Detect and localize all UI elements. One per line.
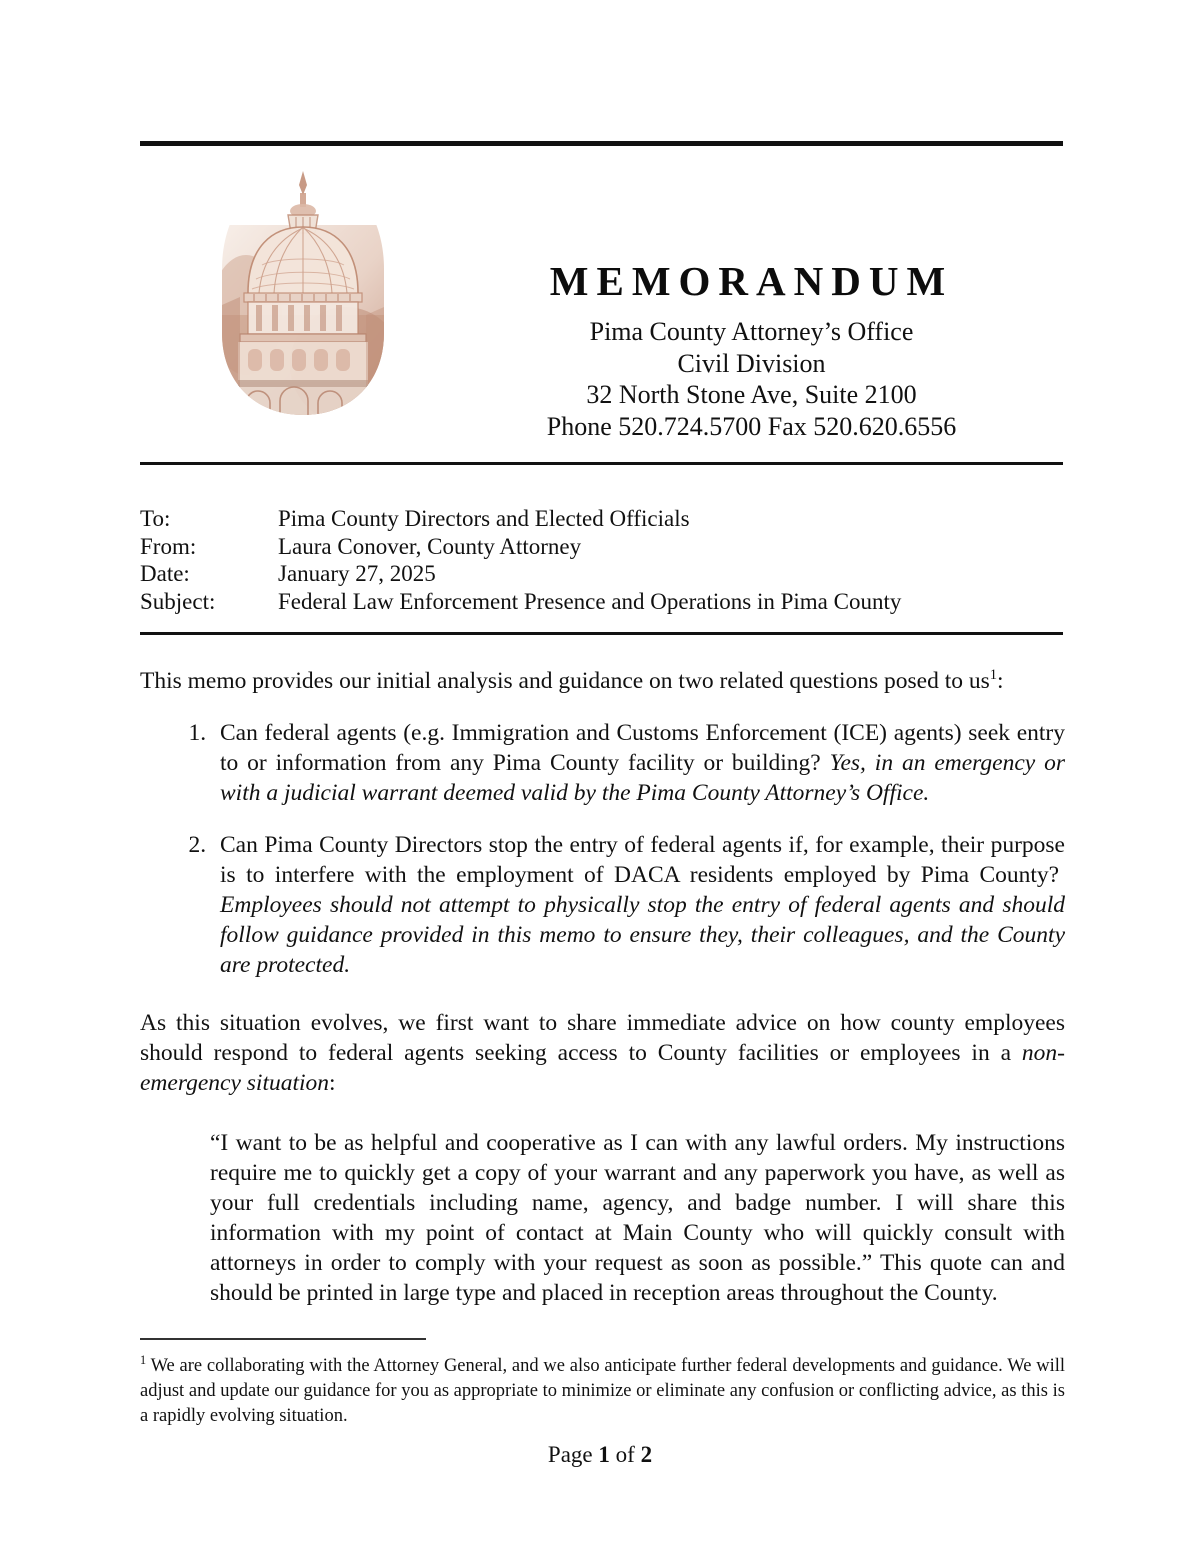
field-label-date: Date: (140, 561, 190, 586)
page-title: MEMORANDUM (549, 258, 954, 304)
field-row-from (140, 533, 1063, 561)
question-1-text: Can federal agents (e.g. Immigration and Customs Enforcement (ICE) agents) seek entry to or information from any Pima County facility or building? (220, 720, 1065, 776)
field-value-to: Pima County Directors and Elected Officials (278, 506, 690, 531)
page-footer-prefix: Page (547, 1442, 599, 1467)
header-rule-top (140, 141, 1063, 146)
footnote-1 (140, 1354, 1065, 1429)
field-value-subject: Federal Law Enforcement Presence and Operations in Pima County (278, 588, 902, 614)
page-number-total: 2 (640, 1442, 653, 1467)
county-courthouse-seal-icon (218, 165, 388, 417)
footnote-separator (140, 1338, 426, 1340)
field-label-to: To: (140, 506, 171, 531)
question-1-answer: Yes, in an emergency or with a judicial warrant deemed valid by the Pima County Attorney’s Office. (220, 750, 1065, 806)
field-label-subject: Subject: (140, 588, 216, 614)
intro-paragraph (140, 666, 1065, 696)
evolves-italic-phrase: non-emergency situation (140, 1040, 1065, 1096)
footnote-body-text: We are collaborating with the Attorney General, and we also anticipate further federal developments and guidance. We will adjust and update our guidance for you as appropriate to minimize or eliminate any confusion or conflicting advice, as this is a rapidly evolving situation. (140, 1356, 1065, 1426)
page-number-current: 1 (598, 1442, 610, 1467)
memo-body (140, 666, 1065, 1308)
field-row-subject (140, 588, 1063, 616)
page-footer-middle: of (609, 1442, 641, 1467)
field-row-date (140, 560, 1063, 588)
letterhead (140, 155, 1063, 450)
letterhead-text (440, 155, 1063, 442)
field-value-date: January 27, 2025 (278, 561, 436, 586)
evolves-text-part1: As this situation evolves, we first want to share immediate advice on how county employees should respond to federal agents seeking access to County facilities or employees in a (140, 1010, 1065, 1066)
question-2-answer: Employees should not attempt to physically stop the entry of federal agents and should follow guidance provided in this memo to ensure they, their colleagues, and the County are protected. (220, 892, 1065, 978)
header-rule-bottom (140, 632, 1063, 635)
field-value-from: Laura Conover, County Attorney (278, 533, 582, 559)
intro-text-after: : (997, 668, 1004, 694)
header-rule-middle (140, 462, 1063, 465)
footnote-number: 1 (140, 1352, 147, 1367)
intro-text-before: This memo provides our initial analysis and guidance on two related questions posed to us (140, 668, 990, 694)
page-footer (0, 1442, 1200, 1468)
questions-list (140, 718, 1065, 980)
footnote-area (140, 1338, 1065, 1429)
footnote-reference-marker: 1 (989, 667, 998, 684)
list-item (212, 830, 1065, 980)
memo-fields (140, 505, 1063, 615)
org-line-address: 32 North Stone Ave, Suite 2100 (586, 380, 917, 410)
evolves-paragraph (140, 1008, 1065, 1098)
org-line-phone: Phone 520.724.5700 Fax 520.620.6556 (546, 411, 957, 441)
org-line-office: Pima County Attorney’s Office (589, 317, 914, 347)
suggested-script-quote: “I want to be as helpful and cooperative as I can with any lawful orders. My instructions require me to quickly get a copy of your warrant and any paperwork you have, as well as your full credentials including name, agency, and badge number. I will share this information with my point of contact at Main County who will quickly consult with attorneys in order to comply with your request as soon as possible.” This quote can and should be printed in large type and placed in reception areas throughout the County. (210, 1130, 1065, 1306)
question-2-text: Can Pima County Directors stop the entry of federal agents if, for example, their purpose is to interfere with the employment of DACA residents employed by Pima County? (220, 832, 1065, 888)
list-item (212, 718, 1065, 808)
evolves-text-part2: : (329, 1070, 336, 1096)
field-row-to (140, 505, 1063, 533)
field-label-from: From: (140, 533, 197, 559)
org-line-division: Civil Division (677, 348, 826, 378)
